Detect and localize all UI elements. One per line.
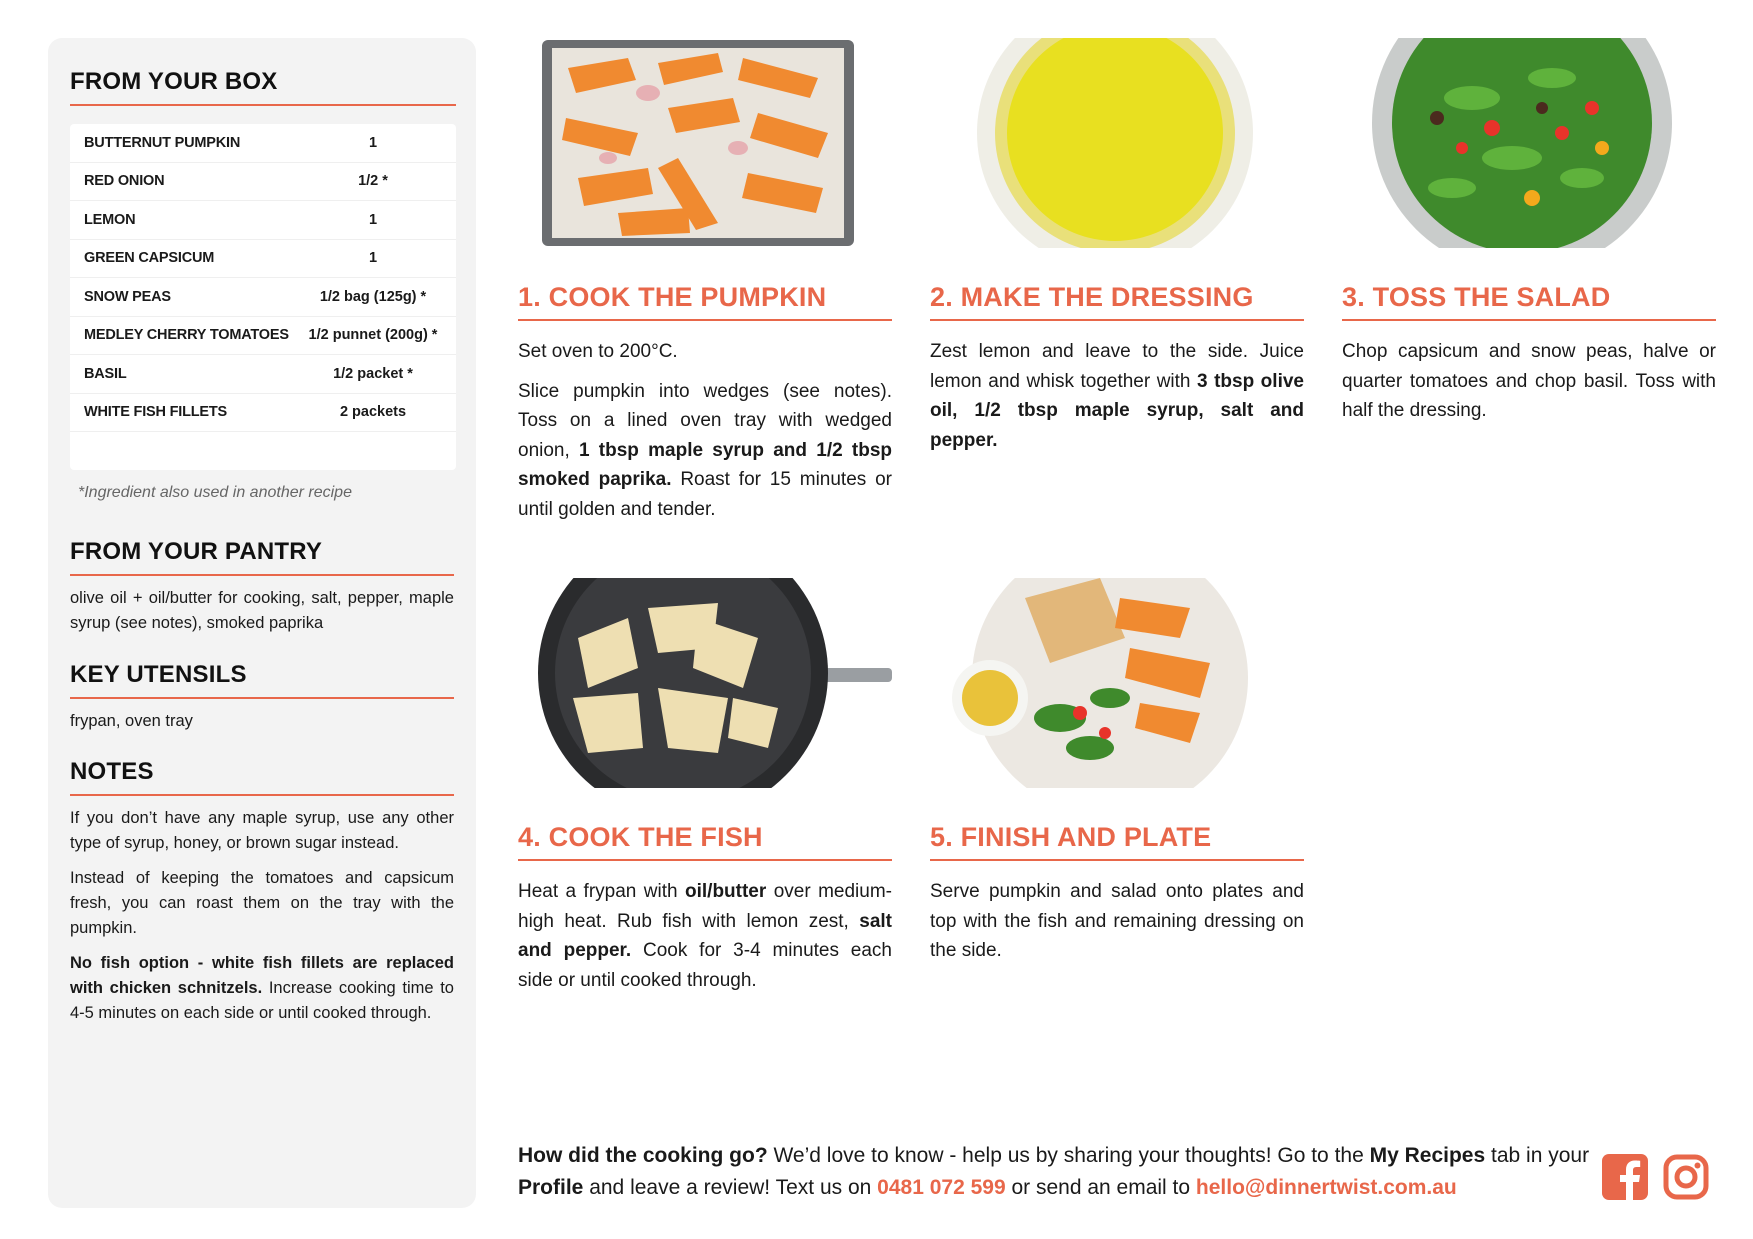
notes-section: [70, 758, 454, 1026]
table-row: [70, 317, 456, 356]
table-row: [70, 163, 456, 202]
step-text: Zest lemon and leave to the side. Juice lemon and whisk together with: [930, 341, 1304, 392]
footer-text: tab in your: [1485, 1144, 1590, 1167]
pumpkin-tray-photo: [518, 38, 892, 248]
ingredient-name: BASIL: [84, 365, 127, 382]
step-4: [518, 578, 892, 1005]
step-2: [930, 38, 1304, 465]
step-1-text: Set oven to 200°C.: [518, 341, 678, 362]
step-4-title: 4. COOK THE FISH: [518, 822, 892, 861]
ingredient-qty: 1: [368, 250, 378, 267]
ingredient-qty: 1/2 bag (125g) *: [319, 288, 427, 305]
utensils-heading: KEY UTENSILS: [70, 661, 454, 699]
step-bold: salt and pepper.: [518, 910, 892, 961]
fish-frypan-photo: [518, 578, 892, 788]
ingredient-name: BUTTERNUT PUMPKIN: [84, 134, 241, 151]
step-5-text: Serve pumpkin and salad onto plates and top with the fish and remaining dressing on the side.: [930, 881, 1304, 961]
ingredient-name: MEDLEY CHERRY TOMATOES: [84, 327, 289, 344]
note-paragraph: If you don’t have any maple syrup, use any other type of syrup, honey, or brown sugar instead.: [70, 809, 454, 852]
email-link[interactable]: hello@dinnertwist.com.au: [1195, 1175, 1457, 1199]
ingredient-name: WHITE FISH FILLETS: [84, 404, 228, 421]
step-2-title: 2. MAKE THE DRESSING: [930, 282, 1304, 321]
feedback-question: How did the cooking go?: [518, 1144, 768, 1167]
step-bold: 1 tbsp maple syrup and 1/2 tbsp smoked paprika.: [518, 439, 893, 490]
from-your-box-heading: FROM YOUR BOX: [70, 68, 456, 106]
profile-label: Profile: [518, 1175, 584, 1199]
note-paragraph: Instead of keeping the tomatoes and capsicum fresh, you can roast them on the tray with the pumpkin.: [70, 869, 454, 937]
facebook-icon[interactable]: [1602, 1154, 1648, 1200]
pantry-section: [70, 538, 454, 636]
ingredient-name: GREEN CAPSICUM: [84, 250, 215, 267]
note-text: Increase cooking time to 4-5 minutes on each side or until cooked through.: [70, 979, 454, 1022]
ingredient-qty: 1/2 punnet (200g) *: [308, 327, 438, 344]
step-5-title: 5. FINISH AND PLATE: [930, 822, 1304, 861]
step-text: Cook for 3-4 minutes each side or until cooked through.: [518, 940, 892, 991]
sidebar-panel: [48, 38, 476, 1208]
table-row: [70, 278, 456, 317]
ingredient-qty: 1/2 packet *: [333, 365, 413, 382]
step-bold: 3 tbsp olive oil, 1/2 tbsp maple syrup, salt and pepper.: [930, 370, 1304, 451]
note-bold: No fish option - white fish fillets are replaced with chicken schnitzels.: [70, 954, 454, 997]
salad-bowl-photo: [1342, 38, 1716, 248]
phone-link[interactable]: 0481 072 599: [877, 1175, 1006, 1199]
pantry-heading: FROM YOUR PANTRY: [70, 538, 454, 576]
step-1: [518, 38, 892, 534]
step-3: [1342, 38, 1716, 436]
step-1-text: [518, 377, 892, 525]
ingredient-qty: 2 packets: [339, 404, 407, 421]
utensils-text: frypan, oven tray: [70, 712, 193, 730]
step-5: [930, 578, 1304, 976]
step-text: over medium-high heat. Rub fish with lemon zest,: [518, 881, 892, 932]
ingredient-qty: 1: [368, 134, 378, 151]
utensils-section: [70, 661, 454, 734]
ingredient-name: LEMON: [84, 211, 136, 228]
step-text: Heat a frypan with: [518, 881, 685, 902]
table-row: [70, 355, 456, 394]
ingredient-name: RED ONION: [84, 173, 165, 190]
ingredient-name: SNOW PEAS: [84, 288, 171, 305]
footer-text: We’d love to know - help us by sharing your thoughts! Go to the: [767, 1144, 1370, 1167]
table-row: [70, 394, 456, 433]
step-4-text: [518, 877, 892, 995]
dressing-bowl-photo: [930, 38, 1304, 248]
note-paragraph: [70, 951, 454, 1026]
step-3-title: 3. TOSS THE SALAD: [1342, 282, 1716, 321]
plated-dish-photo: [930, 578, 1304, 788]
ingredient-qty: 1: [368, 211, 378, 228]
step-2-text: [930, 337, 1304, 455]
my-recipes-label: My Recipes: [1369, 1144, 1486, 1167]
notes-heading: NOTES: [70, 758, 454, 796]
step-1-title: 1. COOK THE PUMPKIN: [518, 282, 892, 321]
pantry-text: olive oil + oil/butter for cooking, salt, pepper, maple syrup (see notes), smoked paprika: [70, 589, 454, 632]
ingredient-footnote: *Ingredient also used in another recipe: [78, 484, 352, 501]
step-bold: oil/butter: [685, 881, 767, 902]
step-3-text: Chop capsicum and snow peas, halve or quarter tomatoes and chop basil. Toss with half the dressing.: [1342, 341, 1716, 421]
ingredient-qty: 1/2 *: [358, 173, 388, 190]
step-text: Roast for 15 minutes or until golden and tender.: [518, 469, 892, 520]
footer-text: or send an email to: [1005, 1175, 1196, 1199]
footer-text: and leave a review! Text us on: [583, 1175, 878, 1199]
step-text: Slice pumpkin into wedges (see notes). Toss on a lined oven tray with wedged onion,: [518, 380, 892, 461]
table-row: [70, 240, 456, 279]
table-row: [70, 201, 456, 240]
ingredients-table: [70, 124, 456, 470]
instagram-icon[interactable]: [1663, 1154, 1709, 1200]
feedback-footer: [518, 1140, 1598, 1203]
table-row: [70, 124, 456, 163]
